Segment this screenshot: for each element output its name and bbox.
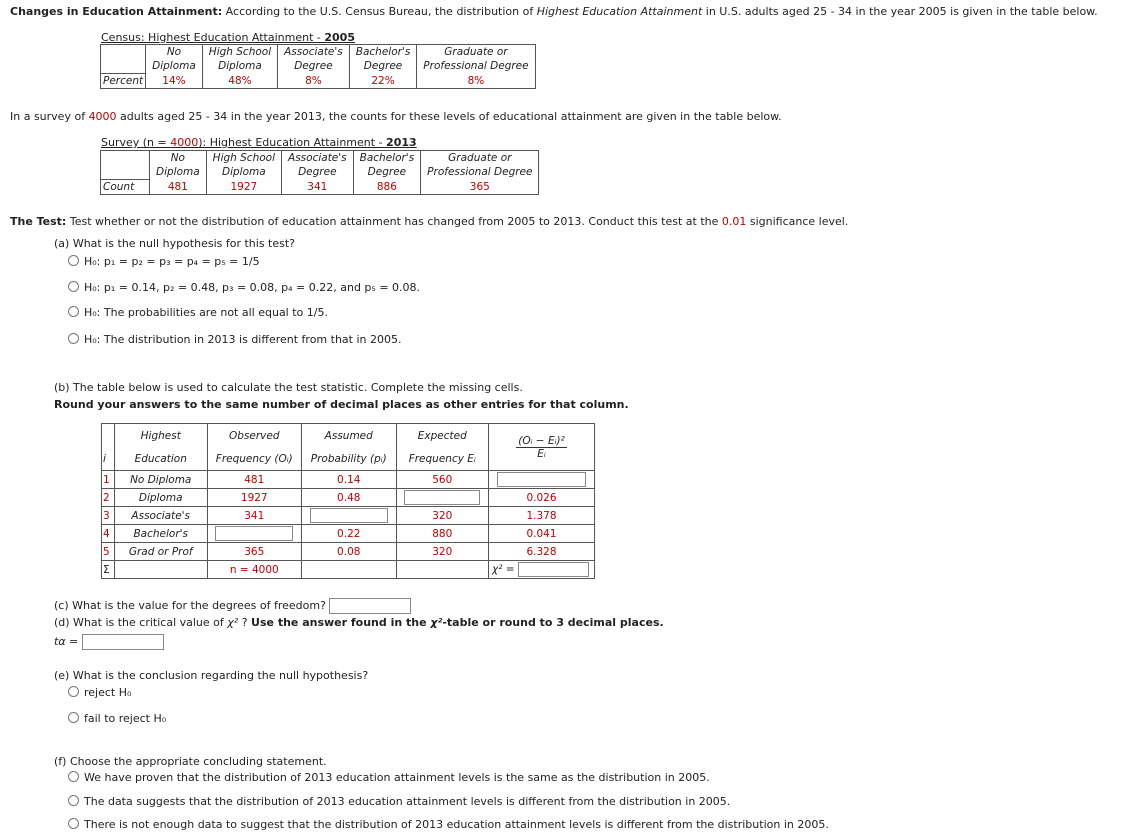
- survey-header-4: Bachelor's Degree: [353, 151, 421, 180]
- census-caption: [101, 31, 355, 44]
- header-assumed: Assumed: [302, 424, 397, 448]
- row-label: Diploma: [114, 489, 207, 507]
- header-expected: Expected: [396, 424, 489, 448]
- part-d-chi: χ²: [227, 616, 239, 629]
- part-b-line2: Round your answers to the same number of decimal places as other entries for that column.: [54, 398, 629, 411]
- radio-button[interactable]: [68, 281, 79, 292]
- intro-text: [10, 5, 1098, 18]
- test-label: The Test:: [10, 215, 67, 228]
- row-probability: 0.14: [302, 471, 397, 489]
- part-b-line1: (b) The table below is used to calculate the test statistic. Complete the missing cells.: [54, 381, 523, 394]
- row-label: No Diploma: [114, 471, 207, 489]
- survey-value-5: 365: [421, 179, 539, 194]
- part-e-option-fail[interactable]: fail to reject H₀: [68, 712, 166, 725]
- part-e-question: (e) What is the conclusion regarding the null hypothesis?: [54, 669, 369, 682]
- row-probability: 0.22: [302, 525, 397, 543]
- row-expected: 880: [396, 525, 489, 543]
- row-probability: 0.08: [302, 543, 397, 561]
- survey-caption-year: 2013: [386, 136, 417, 149]
- survey-header-5: Graduate or Professional Degree: [421, 151, 539, 180]
- row-index: 4: [102, 525, 115, 543]
- row-expected-cell: [396, 489, 489, 507]
- chi-term-input-1[interactable]: [497, 472, 585, 487]
- census-row-label: Percent: [101, 73, 146, 88]
- survey-caption: Survey (n = 4000): Highest Education Attainment - 2013: [101, 136, 417, 149]
- table-row: [102, 507, 595, 525]
- chi-square-table: [101, 423, 595, 579]
- intro-after: in U.S. adults aged 25 - 34 in the year 2005 is given in the table below.: [702, 5, 1098, 18]
- chi-sum-label: χ² =: [492, 563, 515, 576]
- row-probability: 0.48: [302, 489, 397, 507]
- sum-n: n = 4000: [207, 561, 301, 579]
- survey-caption-n: 4000: [170, 136, 199, 149]
- census-header-4: Bachelor's Degree: [349, 45, 417, 74]
- survey-table: [100, 150, 539, 195]
- df-input[interactable]: [329, 598, 411, 614]
- table-row: [102, 471, 595, 489]
- survey-value-4: 886: [353, 179, 421, 194]
- critical-value-row: [54, 634, 164, 650]
- row-expected: 320: [396, 507, 489, 525]
- radio-button[interactable]: [68, 255, 79, 266]
- row-chi-cell: [489, 471, 595, 489]
- census-value-5: 8%: [417, 73, 535, 88]
- survey-row-label: Count: [101, 179, 150, 194]
- part-f-option-2[interactable]: The data suggests that the distribution of 2013 education attainment levels is different from the distribution in 2005.: [68, 795, 730, 808]
- row-index: 1: [102, 471, 115, 489]
- header-observed-freq: Frequency (Oᵢ): [207, 447, 301, 471]
- row-index: 3: [102, 507, 115, 525]
- sum-row: [102, 561, 595, 579]
- survey-intro-n: 4000: [88, 110, 117, 123]
- observed-input-4[interactable]: [215, 526, 293, 541]
- part-d: (d) What is the critical value of χ² ? Use the answer found in the χ²-table or round to 3 decimal places.: [54, 616, 664, 629]
- part-a-option-2[interactable]: H₀: p₁ = 0.14, p₂ = 0.48, p₃ = 0.08, p₄ = 0.22, and p₅ = 0.08.: [68, 281, 420, 294]
- test-alpha: 0.01: [721, 215, 747, 228]
- row-index: 5: [102, 543, 115, 561]
- radio-button[interactable]: [68, 795, 79, 806]
- chi-sum-input[interactable]: [518, 562, 589, 577]
- census-header-5: Graduate or Professional Degree: [417, 45, 535, 74]
- chi-term-denominator: Eᵢ: [537, 447, 546, 460]
- census-caption-year: 2005: [324, 31, 355, 44]
- part-a-option-1[interactable]: H₀: p₁ = p₂ = p₃ = p₄ = p₅ = 1/5: [68, 255, 260, 268]
- row-expected: 320: [396, 543, 489, 561]
- survey-value-2: 1927: [206, 179, 281, 194]
- row-observed-cell: [207, 525, 301, 543]
- table-row: [102, 525, 595, 543]
- intro-emph: Highest Education Attainment: [536, 5, 703, 18]
- header-expected-freq: Frequency Eᵢ: [396, 447, 489, 471]
- part-a-option-4[interactable]: H₀: The distribution in 2013 is different from that in 2005.: [68, 333, 401, 346]
- radio-button[interactable]: [68, 333, 79, 344]
- row-label: Bachelor's: [114, 525, 207, 543]
- part-c-question: (c) What is the value for the degrees of freedom?: [54, 599, 326, 612]
- row-chi-term: 0.026: [489, 489, 595, 507]
- sum-symbol: Σ: [102, 561, 115, 579]
- header-education: Education: [114, 447, 207, 471]
- radio-button[interactable]: [68, 771, 79, 782]
- critical-value-input[interactable]: [82, 634, 164, 650]
- intro-title: Changes in Education Attainment:: [10, 5, 223, 18]
- radio-button[interactable]: [68, 818, 79, 829]
- row-label: Associate's: [114, 507, 207, 525]
- table-row: [102, 489, 595, 507]
- chi-sum-cell: [489, 561, 595, 579]
- expected-input-2[interactable]: [404, 490, 480, 505]
- survey-header-3: Associate's Degree: [282, 151, 354, 180]
- header-i: i: [102, 447, 115, 471]
- test-statement: The Test: Test whether or not the distribution of education attainment has changed from 2005 to 2013. Conduct this test at the 0.01 significance level.: [10, 215, 849, 228]
- survey-value-3: 341: [282, 179, 354, 194]
- part-a-question: (a) What is the null hypothesis for this test?: [54, 237, 296, 250]
- header-observed: Observed: [207, 424, 301, 448]
- part-f-option-1[interactable]: We have proven that the distribution of 2013 education attainment levels is the same as the distribution in 2005.: [68, 771, 710, 784]
- row-probability-cell: [302, 507, 397, 525]
- table-row: [102, 543, 595, 561]
- census-value-4: 22%: [349, 73, 417, 88]
- chi-term-numerator: (Oᵢ − Eᵢ)²: [518, 434, 565, 447]
- row-chi-term: 6.328: [489, 543, 595, 561]
- row-observed: 341: [207, 507, 301, 525]
- census-value-3: 8%: [278, 73, 350, 88]
- row-chi-term: 1.378: [489, 507, 595, 525]
- row-index: 2: [102, 489, 115, 507]
- survey-header-2: High School Diploma: [206, 151, 281, 180]
- row-observed: 365: [207, 543, 301, 561]
- header-highest: Highest: [114, 424, 207, 448]
- census-value-1: 14%: [146, 73, 203, 88]
- radio-button[interactable]: [68, 686, 79, 697]
- part-f-option-3[interactable]: There is not enough data to suggest that the distribution of 2013 education attainment levels is different from the distribution in 2005.: [68, 818, 829, 831]
- row-observed: 481: [207, 471, 301, 489]
- census-value-2: 48%: [202, 73, 277, 88]
- census-caption-prefix: Census: Highest Education Attainment -: [101, 31, 325, 44]
- census-header-3: Associate's Degree: [278, 45, 350, 74]
- t-alpha-label: tα =: [54, 635, 79, 648]
- census-table: [100, 44, 536, 89]
- header-assumed-prob: Probability (pᵢ): [302, 447, 397, 471]
- part-a-option-3[interactable]: H₀: The probabilities are not all equal to 1/5.: [68, 306, 328, 319]
- survey-value-1: 481: [150, 179, 207, 194]
- intro-before: According to the U.S. Census Bureau, the distribution of: [222, 5, 537, 18]
- census-header-1: No Diploma: [146, 45, 203, 74]
- part-e-option-reject[interactable]: reject H₀: [68, 686, 131, 699]
- row-expected: 560: [396, 471, 489, 489]
- row-chi-term: 0.041: [489, 525, 595, 543]
- probability-input-3[interactable]: [310, 508, 388, 523]
- header-chi-term: [489, 424, 595, 471]
- row-label: Grad or Prof: [114, 543, 207, 561]
- radio-button[interactable]: [68, 306, 79, 317]
- radio-button[interactable]: [68, 712, 79, 723]
- survey-intro: In a survey of 4000 adults aged 25 - 34 in the year 2013, the counts for these levels of educational attainment are given in the table below.: [10, 110, 782, 123]
- row-observed: 1927: [207, 489, 301, 507]
- survey-header-1: No Diploma: [150, 151, 207, 180]
- part-f-question: (f) Choose the appropriate concluding statement.: [54, 755, 327, 768]
- census-header-2: High School Diploma: [202, 45, 277, 74]
- part-c: [54, 598, 411, 614]
